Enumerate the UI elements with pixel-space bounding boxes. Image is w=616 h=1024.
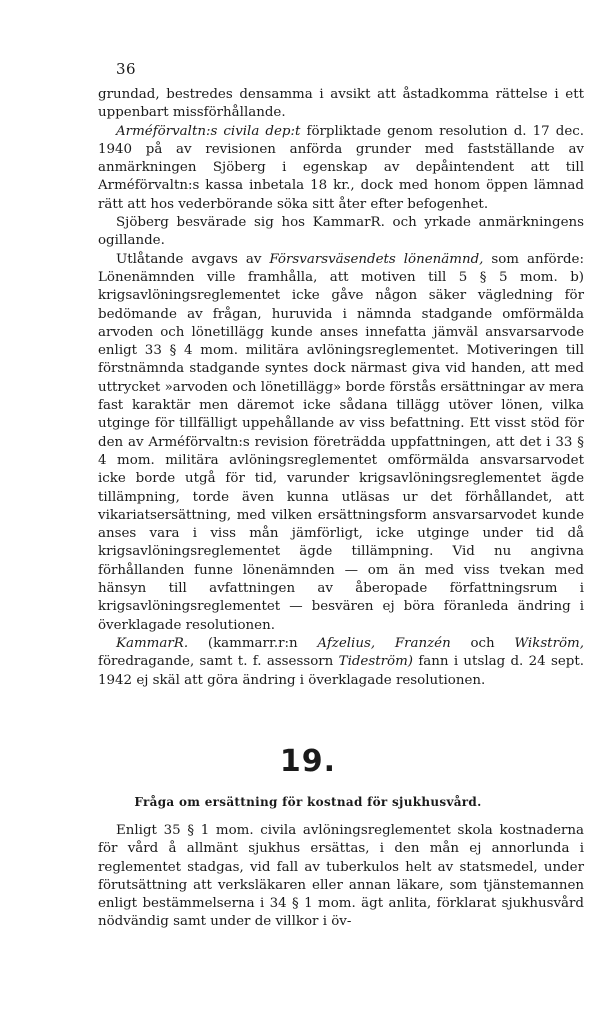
text-run: Enligt 35 § 1 mom. civila avlöningsreglementet skola kostnaderna för vård å allmänt sjukhus ersättas, i den mån ej annorlunda i reglementet stadgas, vid fall av tuberkulos helt av statsmedel, under förutsättning att verksläkaren eller annan läkare, som tjänstemannen enligt bestämmelserna i 34 § 1 mom. ägt anlita, förklarat sjukhusvård nödvändig samt under de villkor i öv-	[98, 823, 584, 930]
text-run: Sjöberg besvärade sig hos KammarR. och yrkade anmärkningens ogillande.	[98, 215, 584, 249]
text-run: som anförde: Lönenämnden ville framhålla, att motiven till 5 § 5 mom. b) krigsavlöningsreglementet icke gåve någon säker vägledning för bedömande av frågan, huruvida i nämnda stadgande omförmälda arvoden och lönetillägg kunde anses innefatta jämväl ansvarsarvode enligt 33 § 4 mom. militära avlöningsreglementet. Motiveringen till förstnämnda stadgande syntes dock närmast giva vid handen, att med uttrycket »arvoden och lönetillägg» borde förstås ersättningar av mera fast karaktär men däremot icke sådana tillägg utöver lönen, vilka utginge för tillfälligt uppehållande av viss befattning. Ett visst stöd för den av Arméförvaltn:s revision företrädda uppfattningen, att det i 33 § 4 mom. militära avlöningsreglementet omförmälda ansvarsarvodet icke borde utgå för tid, varunder krigsavlöningsreglementet ägde tillämpning, torde även kunna utläsas ur det förhållandet, att vikariatsersättning, med vilken ersättningsform ansvarsarvodet kunde anses vara i viss mån jämförligt, icke utginge under tid då krigsavlöningsreglementet ägde tillämpning. Vid nu angivna förhållanden funne lönenämnden — om än med viss tvekan med hänsyn till avfattningen av åberopade författningsrum i krigsavlöningsreglementet — besvären ej böra föranleda ändring i överklagade resolutionen.	[98, 251, 584, 633]
text-run-italic: Arméförvaltn:s civila dep:t	[116, 123, 301, 139]
text-run: fann i utslag d. 24 sept. 1942 ej skäl att göra ändring i överklagade resolutionen.	[98, 654, 584, 688]
section-body-text	[98, 822, 584, 932]
text-run: (kammarr.r:n	[188, 635, 318, 651]
text-run: och	[450, 635, 515, 651]
paragraph-1	[98, 86, 584, 123]
section-number: 19.	[279, 744, 337, 779]
text-run-italic: KammarR.	[116, 635, 189, 651]
text-run-italic: Afzelius, Franzén	[317, 635, 451, 651]
section-paragraph-1	[98, 822, 584, 932]
page-number: 36	[116, 60, 137, 78]
text-run: Utlåtande avgavs av	[116, 251, 270, 267]
text-run-italic: Wikström,	[514, 635, 584, 651]
section-heading: Fråga om ersättning för kostnad för sjukhusvård.	[134, 795, 482, 809]
text-run-italic: Försvarsväsendets lönenämnd,	[269, 251, 484, 267]
paragraph-2	[98, 123, 584, 214]
paragraph-4	[98, 251, 584, 635]
paragraph-5	[98, 635, 584, 690]
text-run: förpliktade genom resolution d. 17 dec. 1940 på av revisionen anförda grunder med fastställande av anmärkningen Sjöberg i egenskap av depåintendent att till Arméförvaltn:s kassa inbetala 18 kr., dock med honom öppen lämnad rätt att hos vederbörande söka sitt åter efter befogenhet.	[98, 123, 585, 212]
paragraph-3	[98, 214, 584, 251]
text-run: föredragande, samt t. f. assessorn	[98, 654, 339, 670]
text-run-italic: Tideström)	[338, 654, 413, 670]
body-text	[98, 86, 584, 690]
text-run: grundad, bestredes densamma i avsikt att åstadkomma rättelse i ett uppenbart missförhållande.	[98, 87, 584, 121]
